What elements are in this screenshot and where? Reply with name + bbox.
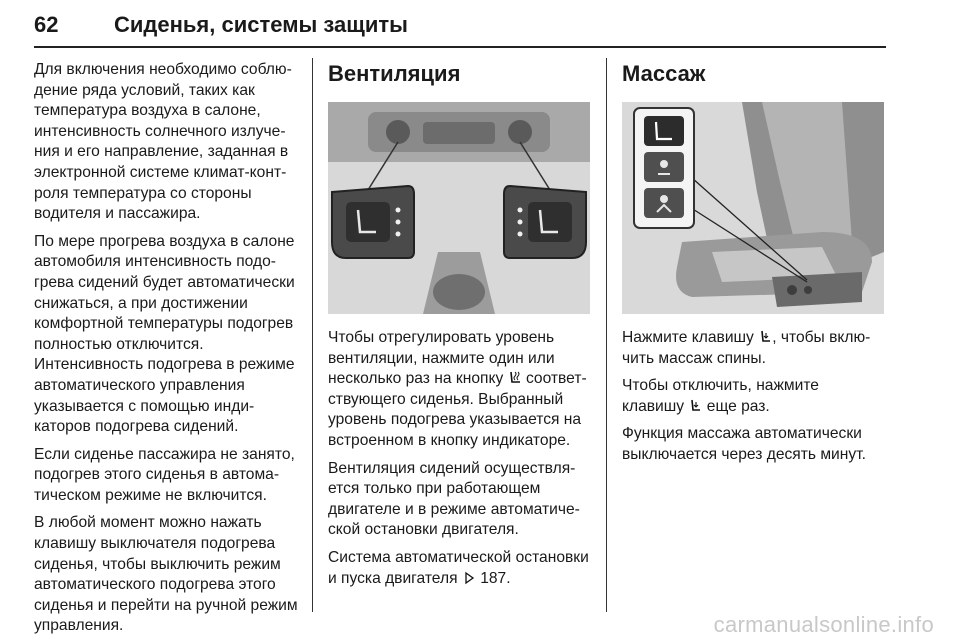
page-header [34,12,886,48]
column-right [622,60,884,473]
ventilation-buttons-photo [328,102,590,314]
column-middle [328,60,596,596]
paragraph: Нажмите клавишу , чтобы включить массаж спины. [622,329,871,367]
seat-massage-photo [622,102,884,314]
seat-ventilation-icon [508,371,522,385]
paragraph: Функция массажа автоматически выключается через десять минут. [622,425,866,463]
paragraph: Если сиденье пассажира не занято, подогрев этого сиденья в автоматическом режиме не включится. [34,445,295,504]
column-left [34,60,302,644]
paragraph: Чтобы отключить, нажмите клавишу еще раз. [622,377,819,415]
paragraph: В любой момент можно нажать клавишу выключателя подогрева сиденья, чтобы выключить режим автоматического подогрева этого сиденья и перейти на ручной режим управления. [34,514,298,635]
watermark: carmanualsonline.info [713,612,934,637]
page-number: 62 [34,12,59,37]
column-divider [312,58,313,612]
ventilation-heading: Вентиляция [328,61,461,86]
page-reference-arrow-icon[interactable] [462,571,476,585]
seat-massage-icon [758,330,772,344]
seat-massage-icon [688,399,702,413]
paragraph: Вентиляция сидений осуществляется только при работающем двигателе и в режиме автоматической остановки двигателя. [328,459,580,539]
paragraph: Для включения необходимо соблюдение ряда условий, таких как температура воздуха в салоне, интенсивность солнечного излучения и его направление, заданная в электронной системе климат-контроля температура со стороны водителя и пассажира. [34,61,292,223]
paragraph: Чтобы отрегулировать уровень вентиляции, нажмите один или несколько раз на кнопку соответствующего сиденья. Выбранный уровень подогрева указывается на встроенном в кнопку индикаторе. [328,329,587,449]
paragraph: По мере прогрева воздуха в салоне автомобиля интенсивность подогрева сидений будет автоматически снижаться, а при достижении комфортной температуры подогрев полностью отключится. Интенсивность подогрева в режиме автоматического управления указывается с помощью индикаторов подогрева сидений. [34,232,295,436]
paragraph: Система автоматической остановки и пуска двигателя 187. [328,548,589,587]
page-reference-link[interactable]: 187. [480,569,511,587]
massage-heading: Массаж [622,61,706,86]
column-divider [606,58,607,612]
section-title: Сиденья, системы защиты [114,12,408,37]
